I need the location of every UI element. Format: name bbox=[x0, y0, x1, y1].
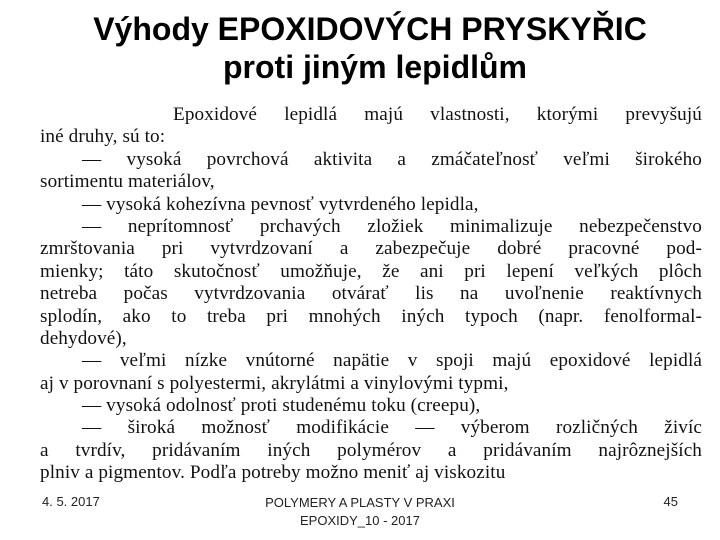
scan-line: netreba počas vytvrdzovania otvárať lis na uvoľnenie reaktívnych bbox=[40, 283, 702, 305]
scan-line: mienky; táto skutočnosť umožňuje, že ani pri lepení veľkých plôch bbox=[40, 260, 702, 282]
slide-title bbox=[0, 10, 720, 86]
scan-line: — vysoká kohezívna pevnosť vytvrdeného lepidla, bbox=[82, 193, 479, 215]
scan-line: sortimentu materiálov, bbox=[40, 171, 215, 193]
footer-date: 4. 5. 2017 bbox=[42, 494, 100, 509]
scan-line: zmrštovania pri vytvrdzovaní a zabezpečuje dobré pracovné pod- bbox=[40, 238, 702, 260]
scan-line: iné druhy, sú to: bbox=[40, 126, 166, 148]
scan-line: — veľmi nízke vnútorné napätie v spoji majú epoxidové lepidlá bbox=[82, 350, 702, 372]
scan-line: — vysoká odolnosť proti studenému toku (creepu), bbox=[82, 395, 481, 417]
scan-line: Epoxidové lepidlá majú vlastnosti, ktorými prevyšujú bbox=[173, 104, 702, 125]
scan-line: splodín, ako to treba pri mnohých iných typoch (napr. fenolformal- bbox=[40, 305, 702, 327]
scan-line: — široká možnosť modifikácie — výberom rozličných živíc bbox=[82, 417, 702, 439]
footer-center-line2: EPOXIDY_10 - 2017 bbox=[300, 513, 420, 528]
footer-center-line1: POLYMERY A PLASTY V PRAXI bbox=[265, 495, 455, 510]
slide-title-line2: proti jiným lepidlům bbox=[222, 49, 527, 85]
scan-line: a tvrdív, pridávaním iných polymérov a pridávaním najrôznejších bbox=[40, 439, 702, 461]
scan-line: — vysoká povrchová aktivita a zmáčateľnosť veľmi širokého bbox=[82, 148, 702, 170]
page-number: 45 bbox=[663, 494, 678, 509]
scan-line: dehydové), bbox=[40, 327, 127, 349]
scan-line: plniv a pigmentov. Podľa potreby možno meniť aj viskozitu bbox=[40, 462, 506, 484]
scan-line: aj v porovnaní s polyestermi, akrylátmi a vinylovými typmi, bbox=[40, 372, 509, 394]
footer-center-text bbox=[240, 494, 480, 530]
scanned-text-image bbox=[40, 104, 702, 484]
scan-line: — neprítomnosť prchavých zložiek minimalizuje nebezpečenstvo bbox=[82, 215, 702, 237]
slide-title-line1: Výhody EPOXIDOVÝCH PRYSKYŘIC bbox=[93, 11, 647, 47]
